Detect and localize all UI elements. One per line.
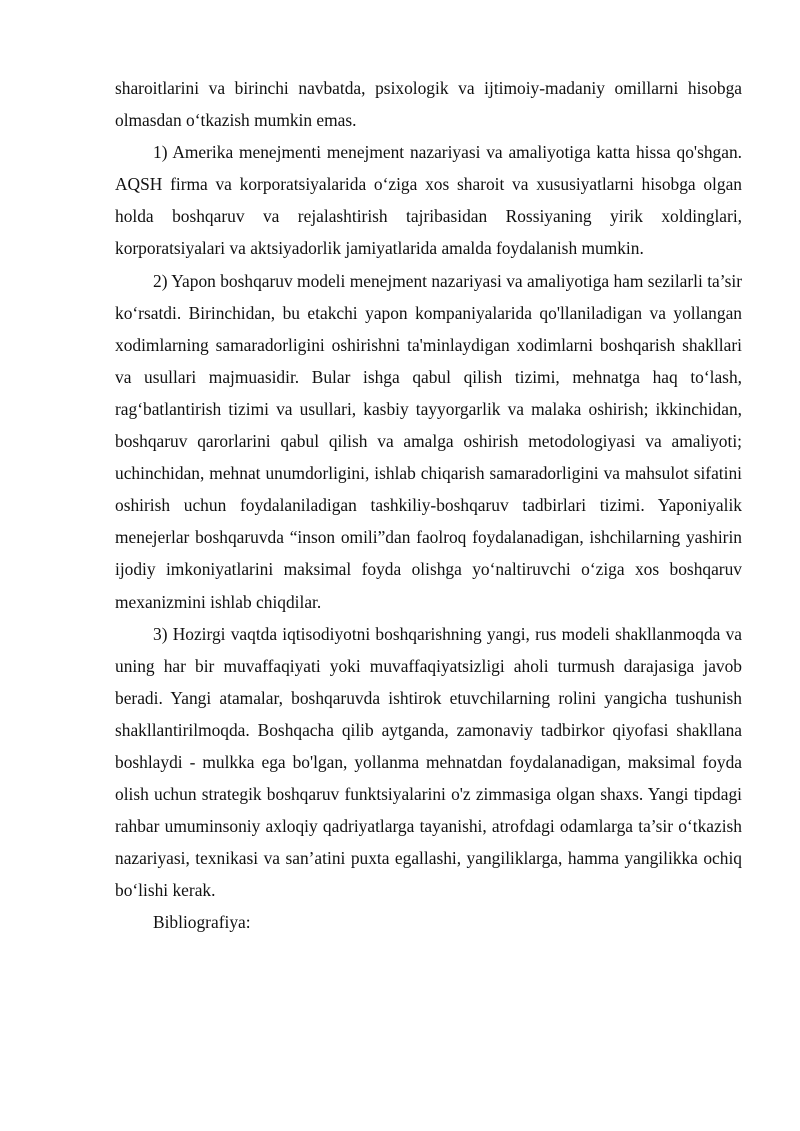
bibliography-heading: Bibliografiya: — [153, 912, 251, 933]
document-page — [115, 72, 742, 939]
paragraph-american-management: 1) Amerika menejmenti menejment nazariyasi va amaliyotiga katta hissa qo'shgan. AQSH firma va korporatsiyalarida o‘ziga xos sharoit va xususiyatlarni hisobga olgan holda boshqaruv va rejalashtirish tajribasidan Rossiyaning yirik xoldinglari, korporatsiyalari va aktsiyadorlik jamiyatlarida amalda foydalanish mumkin. — [115, 142, 742, 259]
paragraph-japanese-management: 2) Yapon boshqaruv modeli menejment nazariyasi va amaliyotiga ham sezilarli ta’sir ko‘rsatdi. Birinchidan, bu etakchi yapon kompaniyalarida qo'llaniladigan va yollangan xodimlarning samaradorligini oshirishni ta'minlaydigan xodimlarni boshqarish shakllari va usullari majmuasidir. Bular ishga qabul qilish tizimi, mehnatga haq to‘lash, rag‘batlantirish tizimi va usullari, kasbiy tayyorgarlik va malaka oshirish; ikkinchidan, boshqaruv qarorlarini qabul qilish va amalga oshirish metodologiyasi va amaliyoti; uchinchidan, mehnat unumdorligini, ishlab chiqarish samaradorligini va mahsulot sifatini oshirish uchun foydalaniladigan tashkiliy-boshqaruv tadbirlari tizimi. Yaponiyalik menejerlar boshqaruvda “inson omili”dan faolroq foydalanadigan, ishchilarning yashirin ijodiy imkoniyatlarini maksimal foyda olishga yo‘naltiruvchi o‘ziga xos boshqaruv mexanizmini ishlab chiqdilar. — [115, 270, 742, 612]
paragraph-russian-model: 3) Hozirgi vaqtda iqtisodiyotni boshqarishning yangi, rus modeli shakllanmoqda va uning har bir muvaffaqiyati yoki muvaffaqiyatsizligi aholi turmush darajasiga javob beradi. Yangi atamalar, boshqaruvda ishtirok etuvchilarning rolini yangicha tushunish shakllantirilmoqda. Boshqacha qilib aytganda, zamonaviy tadbirkor qiyofasi shakllana boshlaydi - mulkka ega bo'lgan, yollanma mehnatdan foydalanadigan, maksimal foyda olish uchun strategik boshqaruv funktsiyalarini o'z zimmasiga olgan shaxs. Yangi tipdagi rahbar umuminsoniy axloqiy qadriyatlarga tayanishi, atrofdagi odamlarga ta’sir o‘tkazish nazariyasi, texnikasi va san’atini puxta egallashi, yangiliklarga, hamma yangilikka ochiq bo‘lishi kerak. — [115, 623, 742, 901]
paragraph-continuation: sharoitlarini va birinchi navbatda, psixologik va ijtimoiy-madaniy omillarni hisobga olmasdan o‘tkazish mumkin emas. — [115, 78, 742, 131]
